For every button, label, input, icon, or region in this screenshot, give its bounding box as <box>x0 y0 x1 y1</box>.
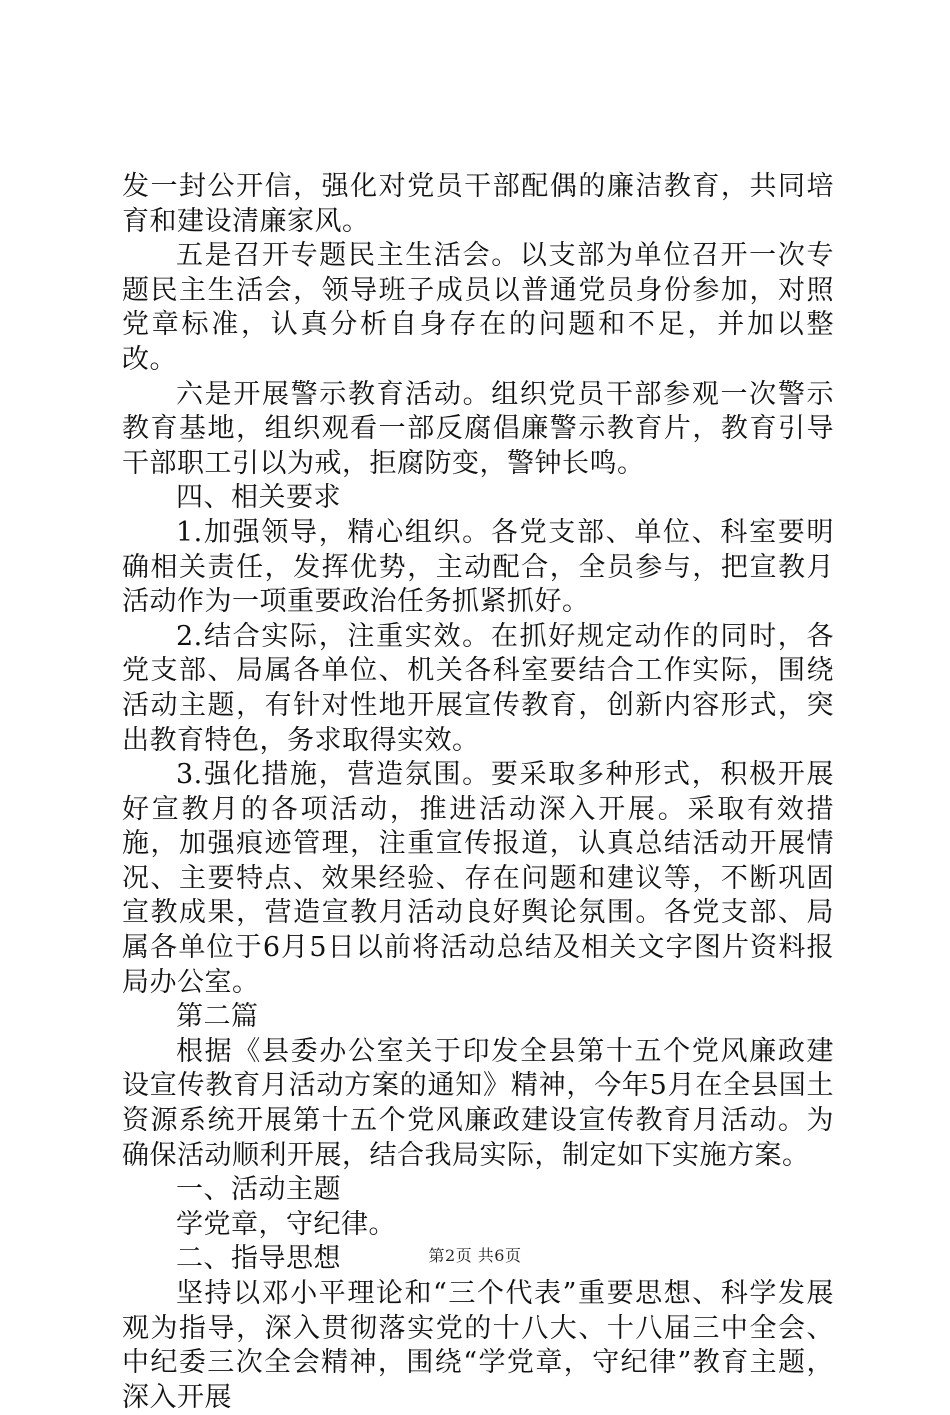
paragraph-guiding: 坚持以邓小平理论和“三个代表”重要思想、科学发展观为指导，深入贯彻落实党的十八大、十八届三中全会、中纪委三次全会精神，围绕“学党章，守纪律”教育主题，深入开展 <box>122 1278 834 1413</box>
paragraph-requirement-2: 2.结合实际，注重实效。在抓好规定动作的同时，各党支部、局属各单位、机关各科室要结合工作实际，围绕活动主题，有针对性地开展宣传教育，创新内容形式，突出教育特色，务求取得实效。 <box>122 620 834 756</box>
paragraph-intro: 根据《县委办公室关于印发全县第十五个党风廉政建设宣传教育月活动方案的通知》精神，今年5月在全县国土资源系统开展第十五个党风廉政建设宣传教育月活动。为确保活动顺利开展，结合我局实际，制定如下实施方案。 <box>122 1035 834 1171</box>
paragraph-2: 五是召开专题民主生活会。以支部为单位召开一次专题民主生活会，领导班子成员以普通党员身份参加，对照党章标准，认真分析自身存在的问题和不足，并加以整改。 <box>122 240 834 375</box>
page-footer: 第2页 共6页 <box>428 1246 522 1265</box>
paragraph-3: 六是开展警示教育活动。组织党员干部参观一次警示教育基地，组织观看一部反腐倡廉警示教育片，教育引导干部职工引以为戒，拒腐防变，警钟长鸣。 <box>122 378 834 479</box>
chapter-heading-2: 第二篇 <box>176 1001 259 1033</box>
document-body <box>122 170 834 1415</box>
paragraph-1: 发一封公开信，强化对党员干部配偶的廉洁教育，共同培育和建设清廉家风。 <box>122 171 834 237</box>
section-heading-guiding: 二、指导思想 <box>176 1243 341 1275</box>
section-heading-theme: 一、活动主题 <box>176 1174 341 1206</box>
section-heading-requirements: 四、相关要求 <box>176 482 341 514</box>
paragraph-theme: 学党章，守纪律。 <box>176 1208 396 1240</box>
paragraph-requirement-1: 1.加强领导，精心组织。各党支部、单位、科室要明确相关责任，发挥优势，主动配合，全员参与，把宣教月活动作为一项重要政治任务抓紧抓好。 <box>122 516 834 618</box>
paragraph-requirement-3: 3.强化措施，营造氛围。要采取多种形式，积极开展好宣教月的各项活动，推进活动深入开展。采取有效措施，加强痕迹管理，注重宣传报道，认真总结活动开展情况、主要特点、效果经验、存在问题和建议等，不断巩固宣教成果，营造宣教月活动良好舆论氛围。各党支部、局属各单位于6月5日以前将活动总结及相关文字图片资料报局办公室。 <box>122 759 834 998</box>
